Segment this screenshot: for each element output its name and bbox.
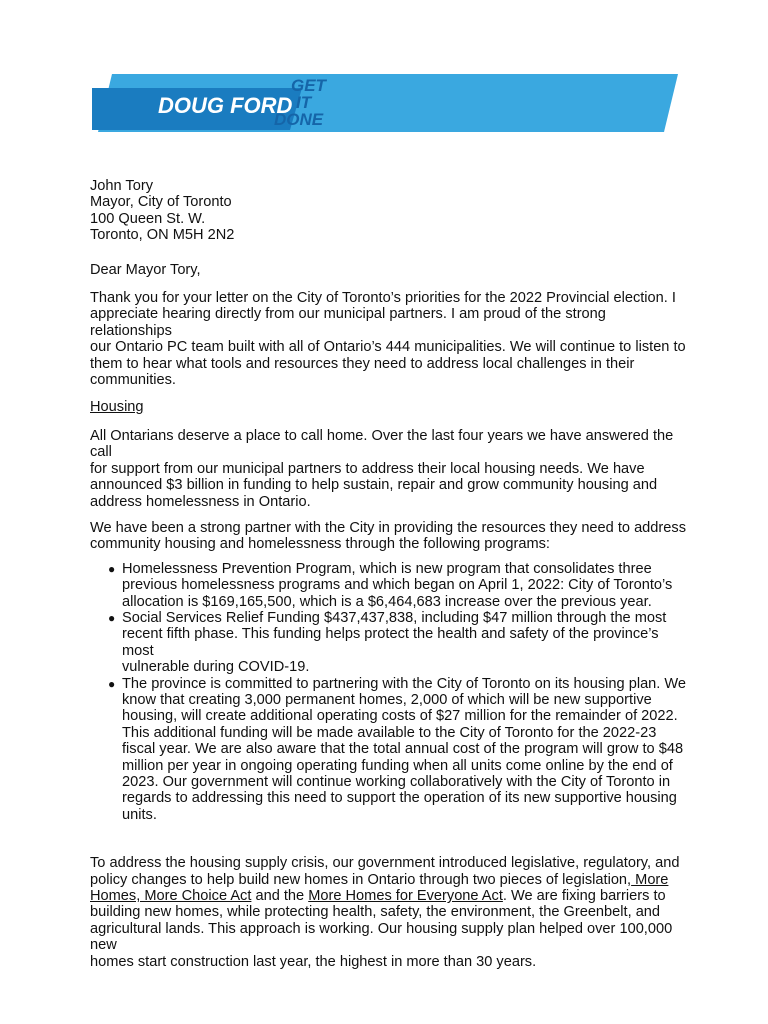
text-line: This additional funding will be made available to the City of Toronto for the 2022-23 (122, 724, 657, 741)
text-fragment: . We are fixing barriers to (502, 888, 666, 905)
text-line: our Ontario PC team built with all of Ontario’s 444 municipalities. We will continue to listen to (90, 339, 686, 356)
bullet-dot: ● (108, 676, 116, 691)
text-line (90, 872, 690, 888)
text-line: recent fifth phase. This funding helps protect the health and safety of the province’s most (122, 626, 659, 659)
text-line: for support from our municipal partners to address their local housing needs. We have (90, 460, 645, 477)
list-item (90, 676, 690, 824)
text-line: units. (122, 806, 157, 823)
salutation: Dear Mayor Tory, (90, 261, 201, 278)
text-line: regards to addressing this need to support the operation of its new supportive housing (122, 790, 677, 807)
legislation-link-more-homes-more-choice-cont: Homes, More Choice Act (90, 888, 252, 905)
banner-name: DOUG FORD (158, 93, 293, 118)
housing-paragraph-2 (90, 520, 690, 553)
banner-slogan-get: GET (291, 76, 326, 95)
text-line (90, 888, 690, 904)
text-line: fiscal year. We are also aware that the total annual cost of the program will grow to $48 (122, 741, 684, 758)
legislation-link-more-homes-for-everyone: More Homes for Everyone Act (308, 888, 503, 905)
text-line: The province is committed to partnering with the City of Toronto on its housing plan. We (122, 675, 687, 692)
banner-slogan-done: DONE (274, 110, 324, 129)
text-line: We have been a strong partner with the City in providing the resources they need to address (90, 519, 686, 536)
housing-supply-paragraph (90, 855, 690, 970)
program-list (90, 561, 690, 824)
text-line: agricultural lands. This approach is working. Our housing supply plan helped over 100,000 new (90, 920, 673, 954)
recipient-street: 100 Queen St. W. (90, 210, 206, 227)
text-line: vulnerable during COVID-19. (122, 659, 310, 676)
text-line: building new homes, while protecting health, safety, the environment, the Greenbelt, and (90, 904, 661, 921)
recipient-title: Mayor, City of Toronto (90, 194, 232, 211)
legislation-link-more-homes-more-choice: More (631, 871, 669, 888)
housing-paragraph-1 (90, 428, 690, 510)
text-line: To address the housing supply crisis, our government introduced legislative, regulatory, and (90, 855, 680, 872)
text-line: homes start construction last year, the highest in more than 30 years. (90, 953, 537, 970)
text-line: All Ontarians deserve a place to call home. Over the last four years we have answered the call (90, 427, 674, 461)
bullet-dot: ● (108, 561, 116, 576)
text-line: address homelessness in Ontario. (90, 493, 311, 510)
text-line: Homelessness Prevention Program, which is new program that consolidates three (122, 560, 652, 577)
intro-paragraph (90, 290, 690, 388)
text-line: appreciate hearing directly from our municipal partners. I am proud of the strong relationships (90, 306, 606, 339)
text-line: 2023. Our government will continue working collaboratively with the City of Toronto in (122, 774, 671, 790)
text-line: Social Services Relief Funding $437,437,838, including $47 million through the most (122, 609, 667, 626)
section-heading-housing: Housing (90, 399, 144, 416)
list-item (90, 610, 690, 676)
text-line: million per year in ongoing operating funding when all units come online by the end of (122, 757, 673, 774)
text-line: previous homelessness programs and which began on April 1, 2022: City of Toronto’s (122, 577, 673, 594)
text-line: communities. (90, 372, 176, 389)
campaign-banner-graphic (92, 72, 678, 134)
recipient-name: John Tory (90, 178, 154, 194)
text-line: community housing and homelessness through the following programs: (90, 536, 550, 553)
text-line: allocation is $169,165,500, which is a $6,464,683 increase over the previous year. (122, 593, 652, 610)
text-line: housing, will create additional operating costs of $27 million for the remainder of 2022. (122, 708, 678, 725)
recipient-address (90, 178, 690, 244)
bullet-dot: ● (108, 610, 116, 625)
list-item (90, 561, 690, 610)
text-line: announced $3 billion in funding to help sustain, repair and grow community housing and (90, 477, 658, 494)
text-fragment: and the (251, 888, 309, 905)
banner-slogan-it: IT (296, 93, 312, 112)
text-line: Thank you for your letter on the City of Toronto’s priorities for the 2022 Provincial election. I (90, 290, 676, 307)
text-line: know that creating 3,000 permanent homes, 2,000 of which will be new supportive (122, 691, 652, 708)
text-line: them to hear what tools and resources they need to address local challenges in their (90, 355, 635, 372)
recipient-city: Toronto, ON M5H 2N2 (90, 227, 235, 244)
letter-body (90, 178, 690, 970)
text-fragment: policy changes to help build new homes in Ontario through two pieces of legislation, (90, 871, 632, 888)
campaign-banner (92, 72, 678, 134)
